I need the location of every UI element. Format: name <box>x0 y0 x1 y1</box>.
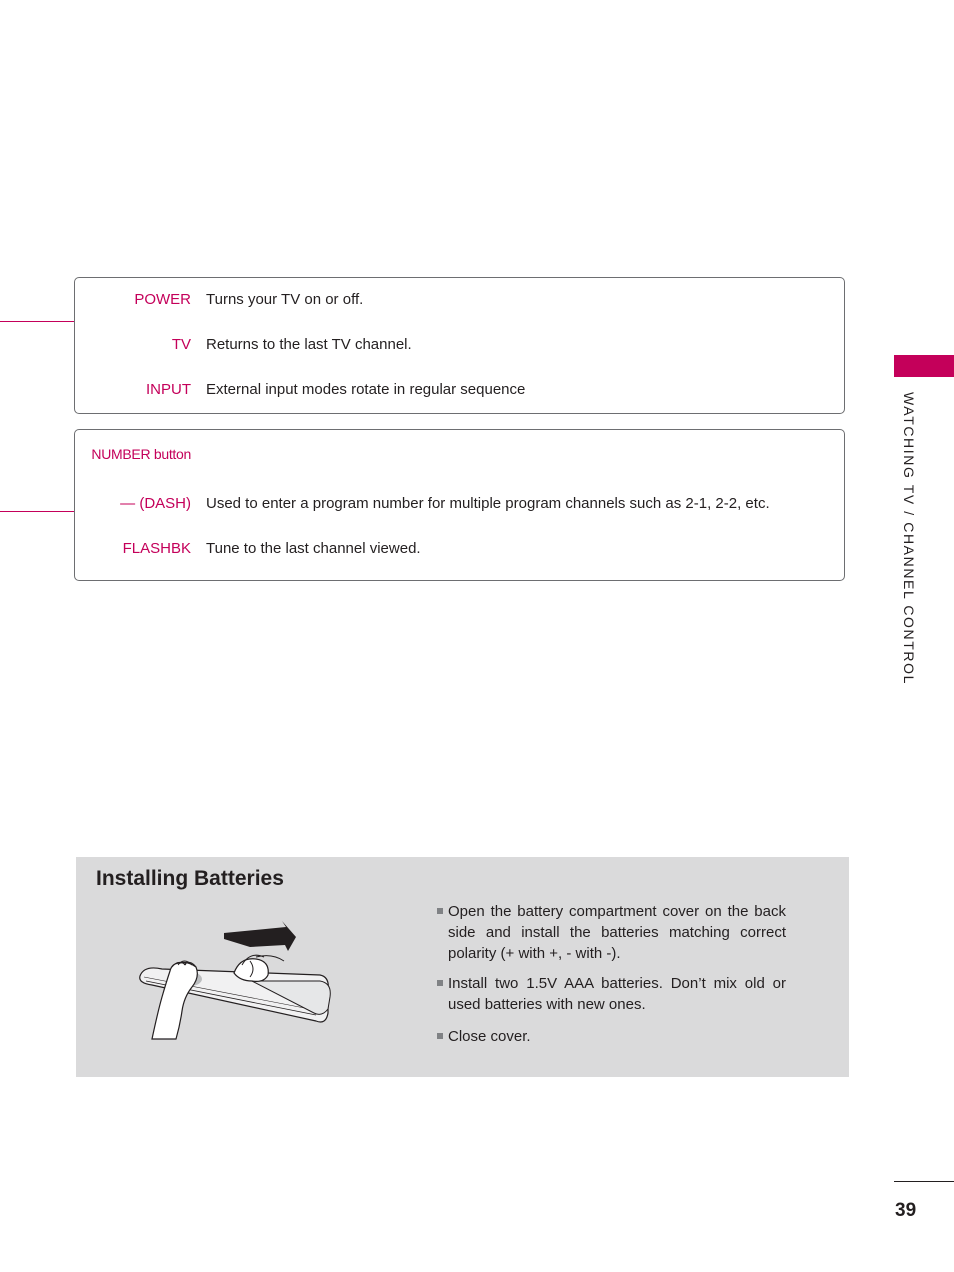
key-description: Returns to the last TV channel. <box>206 336 412 353</box>
bullet-square-icon <box>437 908 443 914</box>
key-description: Tune to the last channel viewed. <box>206 540 421 557</box>
button-description-box-2 <box>74 429 845 581</box>
page-number-rule <box>894 1181 954 1182</box>
instruction-list <box>436 901 786 1047</box>
row-number-heading <box>75 442 844 466</box>
panel-title: Installing Batteries <box>96 867 284 890</box>
row-tv <box>75 333 844 357</box>
row-input <box>75 378 844 402</box>
list-item-text: Close cover. <box>448 1028 531 1045</box>
key-description: External input modes rotate in regular sequence <box>206 381 526 398</box>
list-item <box>436 901 786 964</box>
button-description-box-1 <box>74 277 845 414</box>
list-item-text: Open the battery compartment cover on the back side and install the batteries matching correct polarity (+ with +, - with -). <box>448 903 786 962</box>
row-flashbk <box>75 537 844 561</box>
list-item <box>436 973 786 1015</box>
key-label: — (DASH) <box>120 495 191 512</box>
bullet-square-icon <box>437 980 443 986</box>
section-tab-marker <box>894 355 954 377</box>
bullet-square-icon <box>437 1033 443 1039</box>
key-description: Turns your TV on or off. <box>206 291 364 308</box>
connector-line-2 <box>0 511 74 512</box>
key-description: Used to enter a program number for multiple program channels such as 2-1, 2-2, etc. <box>206 495 770 512</box>
row-power <box>75 288 844 312</box>
key-label: POWER <box>134 291 191 308</box>
row-dash <box>75 492 844 516</box>
list-item-text: Install two 1.5V AAA batteries. Don’t mix old or used batteries with new ones. <box>448 975 786 1013</box>
key-label: FLASHBK <box>122 540 191 557</box>
key-label: INPUT <box>146 381 191 398</box>
connector-line-1 <box>0 321 74 322</box>
section-side-label: WATCHING TV / CHANNEL CONTROL <box>901 392 917 685</box>
list-item <box>436 1026 786 1047</box>
installing-batteries-panel <box>76 857 849 1077</box>
key-label: TV <box>171 336 191 353</box>
remote-battery-illustration <box>132 921 412 1041</box>
page-number: 39 <box>895 1200 917 1221</box>
section-heading: NUMBER button <box>91 446 191 462</box>
